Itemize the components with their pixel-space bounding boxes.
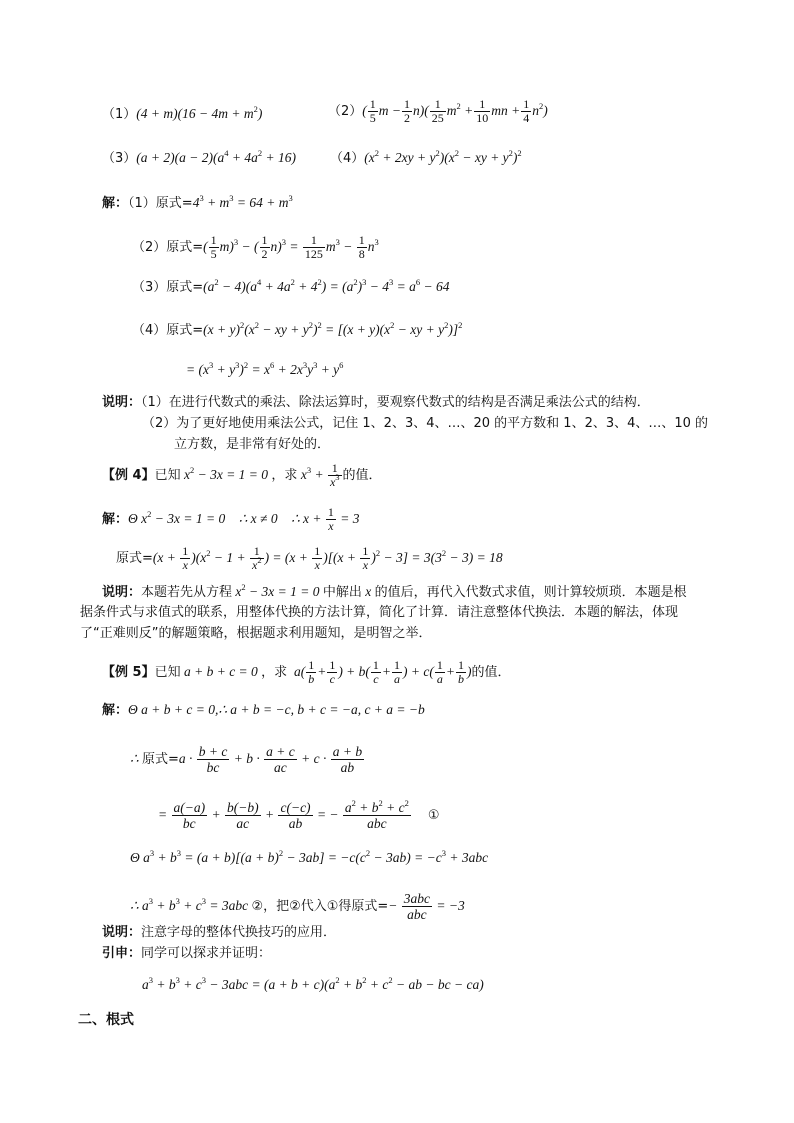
example5-step2: ∴ 原式=a · $\frac{b + c}{bc}$ + b · $\frac{a + c}{ac}$ + c · $\frac{a + b}{ab}$ bbox=[130, 744, 363, 775]
note1-line2: （2）为了更好地使用乘法公式，记住 1、2、3、4、…、20 的平方数和 1、2、3、4、…、10 的 bbox=[142, 416, 709, 431]
example4-question: 【例 4】已知 $x^2 - 3x = 1 = 0$ ，求 $x^3$ + $\frac{1}{x^3}$ 的值． bbox=[102, 461, 382, 489]
example5-identity: $a^3 + b^3 + c^3 - 3abc = (a + b + c)(a^2 + b^2 + c^2$ − ab − bc − ca) bbox=[142, 975, 484, 992]
solution-1: 解：（1）原式$=4^3 + m^3 = 64 + m^3$ bbox=[102, 193, 293, 211]
example4-step1: 解：Θ $x^2 - 3x = 1 = 0$ ∴ x ≠ 0 ∴ x + $\frac{1}{x}$ = 3 bbox=[102, 505, 360, 533]
example5-step4: Θ $a^3 + b^3 = (a + b)[(a + b)^2 - 3ab] = -c(c^2 - 3ab) = -c^3 + 3abc$ bbox=[130, 848, 489, 865]
example4-step2: 原式=(x + $\frac{1}{x}$ )($x^2 - 1$ + $\frac{1}{x^2}$ ) = (x + $\frac{1}{x}$ )[(x + $\frac{1}{x}$ )$^2 - 3] = 3(3^2 - 3) = 18$ bbox=[116, 544, 503, 572]
example5-step5: ∴ $a^3 + b^3 + c^3 = 3abc$ ②，把②代入①得原式=− 3abc abc = −3 bbox=[130, 891, 465, 922]
solution-3: （3）原式$=(a^2 - 4)(a^4 + 4a^2 + 4^2) = (a^2)^3 - 4^3 = a^6 - 64$ bbox=[132, 277, 450, 295]
section-heading: 二、根式 bbox=[78, 1012, 134, 1028]
note1-line1: 说明：（1）在进行代数式的乘法、除法运算时，要观察代数式的结构是否满足乘法公式的结构． bbox=[102, 395, 650, 410]
note1-line3: 立方数，是非常有好处的． bbox=[174, 437, 331, 452]
problem-4: $(4)(x^2 + 2xy + y^2)(x^2$ − xy + $y^2)^2$ bbox=[330, 148, 522, 166]
solution-4-cont: = $(x^3 + y^3)^2 = x^6 + 2x^3y^3 + y^6$ bbox=[186, 360, 344, 377]
example4-note-line1: 说明：本题若先从方程 $x^2 - 3x = 1 = 0$ 中解出 x 的值后，再代入代数式求值，则计算较烦琐．本题是根 bbox=[102, 582, 687, 600]
example5-step3: = $\frac{a(-a)}{bc}$ + $\frac{b(-b)}{ac}$ + $\frac{c(-c)}{ab}$ = − $a^2 + b^2 + c^2$ abc ① bbox=[158, 798, 440, 831]
solution-2: （2）原式=( $\frac{1}{5}$ m)$^3$ − ( $\frac{1}{2}$ n)$^3$ = $\frac{1}{125}$ $m^3$ − $\frac{1}{8}$ $n^3$ bbox=[132, 233, 379, 261]
problem-3: $(3)(a + 2)(a - 2)(a^4 + 4a^2 + 16)$ bbox=[102, 148, 296, 166]
problem-1: $(1)(4 + m)(16 - 4m + m^2)$ bbox=[102, 104, 263, 122]
example4-note-line3: 了“正难则反”的解题策略，根据题求利用题知，是明智之举． bbox=[80, 626, 432, 641]
example4-note-line2: 据条件式与求值式的联系，用整体代换的方法计算，简化了计算．请注意整体代换法．本题的解法，体现 bbox=[80, 605, 679, 620]
problem-2: （2）( $\frac{1}{5}$ m − $\frac{1}{2}$ n)( $\frac{1}{25}$ $m^2$ + $\frac{1}{10}$ mn + $\frac{1}{4}$ $n^2$) bbox=[328, 97, 548, 125]
example5-step1: 解：Θ a + b + c = 0,∴ a + b = −c, b + c = −a, c + a = −b bbox=[102, 702, 425, 718]
example5-note: 说明：注意字母的整体代换技巧的应用． bbox=[102, 925, 337, 940]
example5-extension: 引申：同学可以探求并证明： bbox=[102, 946, 272, 961]
example5-question: 【例 5】已知 a + b + c = 0 ，求 a( $\frac{1}{b}$ + $\frac{1}{c}$ ) + b( $\frac{1}{c}$ + $\frac{1}{a}$ ) + c( $\frac{1}{a}$ + $\frac{1}{b}$ )的值． bbox=[102, 658, 511, 686]
solution-4: （4）原式$=(x + y)^2(x^2$ − xy + $y^2)^2 = [(x + y)(x^2$ − xy + $y^2)]^2$ bbox=[132, 320, 463, 338]
